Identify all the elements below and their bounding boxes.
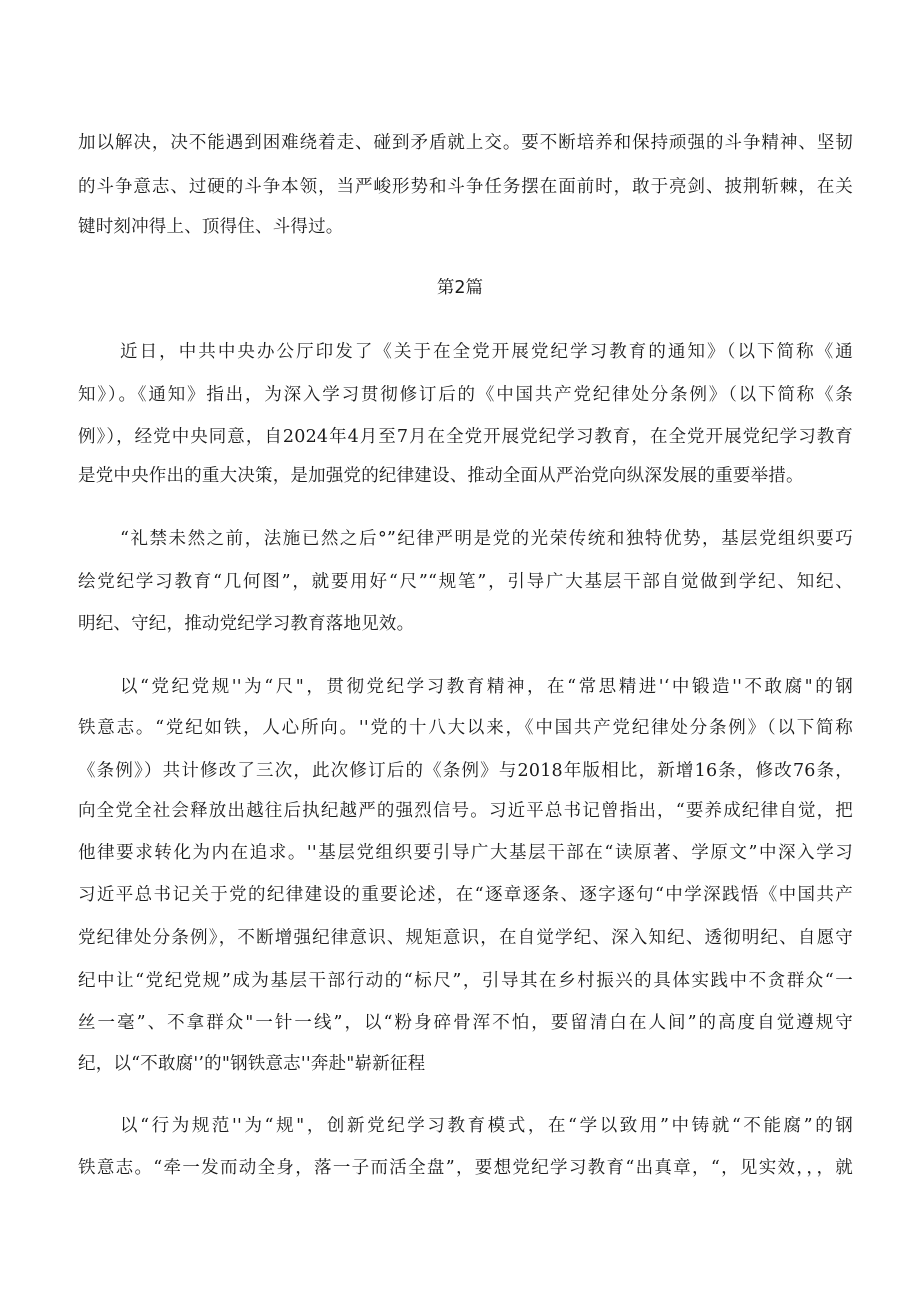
- p2-line-1: “礼禁未然之前，法施已然之后°”纪律严明是党的光荣传统和独特优势，基层党组织要巧: [120, 529, 853, 549]
- p4-line-2: 铁意志。“牵一发而动全身，落一子而活全盘”，要想党纪学习教育“出真章，“，见实效，，，就: [78, 1158, 853, 1178]
- p3-line-2: 铁意志。“党纪如铁，人心所向。''党的十八大以来，《中国共产党纪律处分条例》（以下简称: [78, 718, 853, 738]
- p3-line-3: 《条例》）共计修改了三次，此次修订后的《条例》与2018年版相比，新增16条，修改76条，: [78, 761, 853, 781]
- p3-line-10: 纪，以“不敢腐'’的"钢铁意志''奔赴"崭新征程: [78, 1054, 426, 1074]
- p3-line-5: 他律要求转化为内在追求。''基层党组织要引导广大基层干部在“读原著、学原文”中深入学习: [78, 843, 853, 863]
- p1-line-4: 是党中央作出的重大决策，是加强党的纪律建设、推动全面从严治党向纵深发展的重要举措。: [78, 466, 804, 486]
- section-heading: 第2篇: [436, 278, 484, 298]
- p1-line-3: 例》），经党中央同意，自2024年4月至7月在全党开展党纪学习教育，在全党开展党纪学习教育: [78, 427, 853, 447]
- p3-line-1: 以“党纪党规''为“尺"，贯彻党纪学习教育精神，在“常思精进'‘中锻造''不敢腐"的钢: [120, 677, 853, 697]
- p3-line-6: 习近平总书记关于党的纪律建设的重要论述，在“逐章逐条、逐字逐句“中学深践悟《中国共产: [78, 885, 853, 905]
- intro-line-1: 加以解决，决不能遇到困难绕着走、碰到矛盾就上交。要不断培养和保持顽强的斗争精神、坚韧: [78, 133, 853, 153]
- p3-line-4: 向全党全社会释放出越往后执纪越严的强烈信号。习近平总书记曾指出，“要养成纪律自觉，把: [78, 801, 853, 821]
- p3-line-9: 丝一毫”、不拿群众"一针一线”，以“粉身碎骨浑不怕，要留清白在人间”的高度自觉遵规守: [78, 1013, 853, 1033]
- p1-line-2: 知》）。《通知》指出，为深入学习贯彻修订后的《中国共产党纪律处分条例》（以下简称《条: [78, 385, 853, 405]
- p3-line-8: 纪中让“党纪党规”成为基层干部行动的“标尺”，引导其在乡村振兴的具体实践中不贪群众“一: [78, 971, 853, 991]
- p4-line-1: 以“行为规范''为“规"，创新党纪学习教育模式，在“学以致用”中铸就“不能腐”的钢: [120, 1116, 853, 1136]
- intro-line-3: 键时刻冲得上、顶得住、斗得过。: [78, 217, 344, 237]
- p2-line-2: 绘党纪学习教育“几何图”，就要用好“尺”“规笔”，引导广大基层干部自觉做到学纪、知纪、: [78, 572, 853, 592]
- intro-line-2: 的斗争意志、过硬的斗争本领，当严峻形势和斗争任务摆在面前时，敢于亮剑、披荆斩棘，在关: [78, 177, 853, 197]
- p2-line-3: 明纪、守纪，推动党纪学习教育落地见效。: [78, 614, 415, 634]
- p1-line-1: 近日，中共中央办公厅印发了《关于在全党开展党纪学习教育的通知》（以下简称《通: [120, 342, 853, 362]
- p3-line-7: 党纪律处分条例》，不断增强纪律意识、规矩意识，在自觉学纪、深入知纪、透彻明纪、自愿守: [78, 928, 853, 948]
